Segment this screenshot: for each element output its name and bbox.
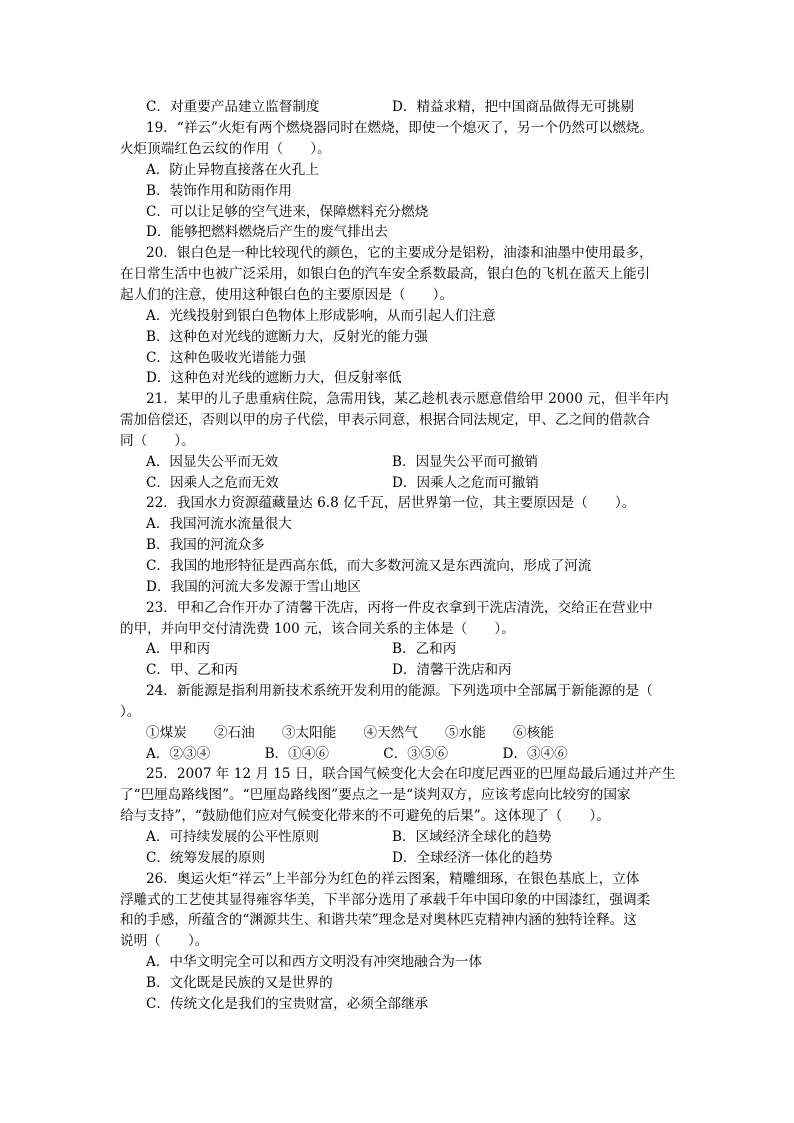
question-19-text: 19．“祥云”火炬有两个燃烧器同时在燃烧，即使一个熄灭了，另一个仍然可以燃烧。 [146, 120, 653, 136]
option-c: C．统筹发展的原则 [146, 850, 266, 866]
option-c: C．可以让足够的空气进来，保障燃料充分燃烧 [146, 204, 429, 220]
question-20-text: 在日常生活中也被广泛采用，如银白色的汽车安全系数最高，银白色的飞机在蓝天上能引 [120, 266, 651, 282]
option-d: D．这种色对光线的遮断力大，但反射率低 [146, 370, 402, 386]
option-a: A．可持续发展的公平性原则 [146, 829, 319, 845]
question-25-text: 给与支持”，“鼓励他们应对气候变化带来的不可避免的后果”。这体现了（ ）。 [120, 808, 610, 824]
option-c: C．我国的地形特征是西高东低，而大多数河流又是东西流向，形成了河流 [146, 558, 592, 574]
question-24-text: ）。 [120, 704, 141, 720]
question-25-text: 25．2007 年 12 月 15 日，联合国气候变化大会在印度尼西亚的巴厘岛最后通过并产生 [146, 766, 676, 782]
option-a: A．中华文明完全可以和西方文明没有冲突地融合为一体 [146, 954, 483, 970]
option-b: B．这种色对光线的遮断力大，反射光的能力强 [146, 329, 428, 345]
question-25-text: 了“巴厘岛路线图”。“巴厘岛路线图”要点之一是“谈判双方，应该考虑向比较穷的国家 [120, 787, 631, 803]
question-22-text: 22．我国水力资源蕴藏量达 6.8 亿千瓦，居世界第一位，其主要原因是（ ）。 [146, 495, 636, 511]
option-row: A．②③④ B．①④⑥ C．③⑤⑥ D．③④⑥ [146, 746, 568, 762]
question-20-text: 20．银白色是一种比较现代的颜色，它的主要成分是铝粉，油漆和油墨中使用最多， [146, 245, 653, 261]
question-26-text: 浮雕式的工艺使其显得雍容华美，下半部分选用了承载千年中国印象的中国漆红，强调柔 [120, 892, 651, 908]
question-26-text: 26．奥运火炬“祥云”上半部分为红色的祥云图案，精雕细琢，在银色基底上，立体 [146, 871, 640, 887]
option-d: D．因乘人之危而可撤销 [392, 475, 539, 491]
option-c: C．这种色吸收光谱能力强 [146, 350, 306, 366]
option-b: B．区域经济全球化的趋势 [392, 829, 552, 845]
option-c: C．因乘人之危而无效 [146, 475, 279, 491]
question-21-text: 21．某甲的儿子患重病住院，急需用钱，某乙趁机表示愿意借给甲 2000 元，但半年内 [146, 391, 669, 407]
option-d: D．我国的河流大多发源于雪山地区 [146, 579, 361, 595]
question-23-text: 23．甲和乙合作开办了清馨干洗店，丙将一件皮衣拿到干洗店清洗，交给正在营业中 [146, 600, 653, 616]
option-a: A．甲和丙 [146, 641, 211, 657]
question-21-text: 需加倍偿还，否则以甲的房子代偿，甲表示同意，根据合同法规定，甲、乙之间的借款合 [120, 412, 651, 428]
question-20-text: 起人们的注意，使用这种银白色的主要原因是（ ）。 [120, 287, 454, 303]
choice-list: ①煤炭 ②石油 ③太阳能 ④天然气 ⑤水能 ⑥核能 [146, 725, 554, 741]
option-b: B．文化既是民族的又是世界的 [146, 975, 333, 991]
option-a: A．我国河流水流量很大 [146, 516, 292, 532]
option-d: D．清馨干洗店和丙 [392, 662, 512, 678]
question-21-text: 同（ ）。 [120, 433, 195, 449]
option-a: A．防止异物直接落在火孔上 [146, 162, 319, 178]
option-b: B．我国的河流众多 [146, 537, 265, 553]
option-d: D．精益求精，把中国商品做得无可挑剔 [392, 99, 634, 115]
option-a: A．因显失公平而无效 [146, 454, 279, 470]
option-d: D．能够把燃料燃烧后产生的废气排出去 [146, 224, 388, 240]
option-c: C．传统文化是我们的宝贵财富，必须全部继承 [146, 996, 429, 1012]
option-b: B．装饰作用和防雨作用 [146, 183, 292, 199]
option-d: D．全球经济一体化的趋势 [392, 850, 553, 866]
question-23-text: 的甲，并向甲交付清洗费 100 元，该合同关系的主体是（ ）。 [120, 621, 515, 637]
option-b: B．乙和丙 [392, 641, 457, 657]
question-19-text: 火炬顶端红色云纹的作用（ ）。 [120, 141, 331, 157]
question-24-text: 24．新能源是指利用新技术系统开发利用的能源。下列选项中全部属于新能源的是（ [146, 683, 653, 699]
option-b: B．因显失公平而可撤销 [392, 454, 538, 470]
option-c: C．甲、乙和丙 [146, 662, 238, 678]
option-c: C．对重要产品建立监督制度 [146, 99, 320, 115]
question-26-text: 和的手感，所蕴含的“渊源共生、和谐共荣”理念是对奥林匹克精神内涵的独特诠释。这 [120, 912, 637, 928]
question-26-text: 说明（ ）。 [120, 933, 209, 949]
option-a: A．光线投射到银白色物体上形成影响，从而引起人们注意 [146, 308, 496, 324]
